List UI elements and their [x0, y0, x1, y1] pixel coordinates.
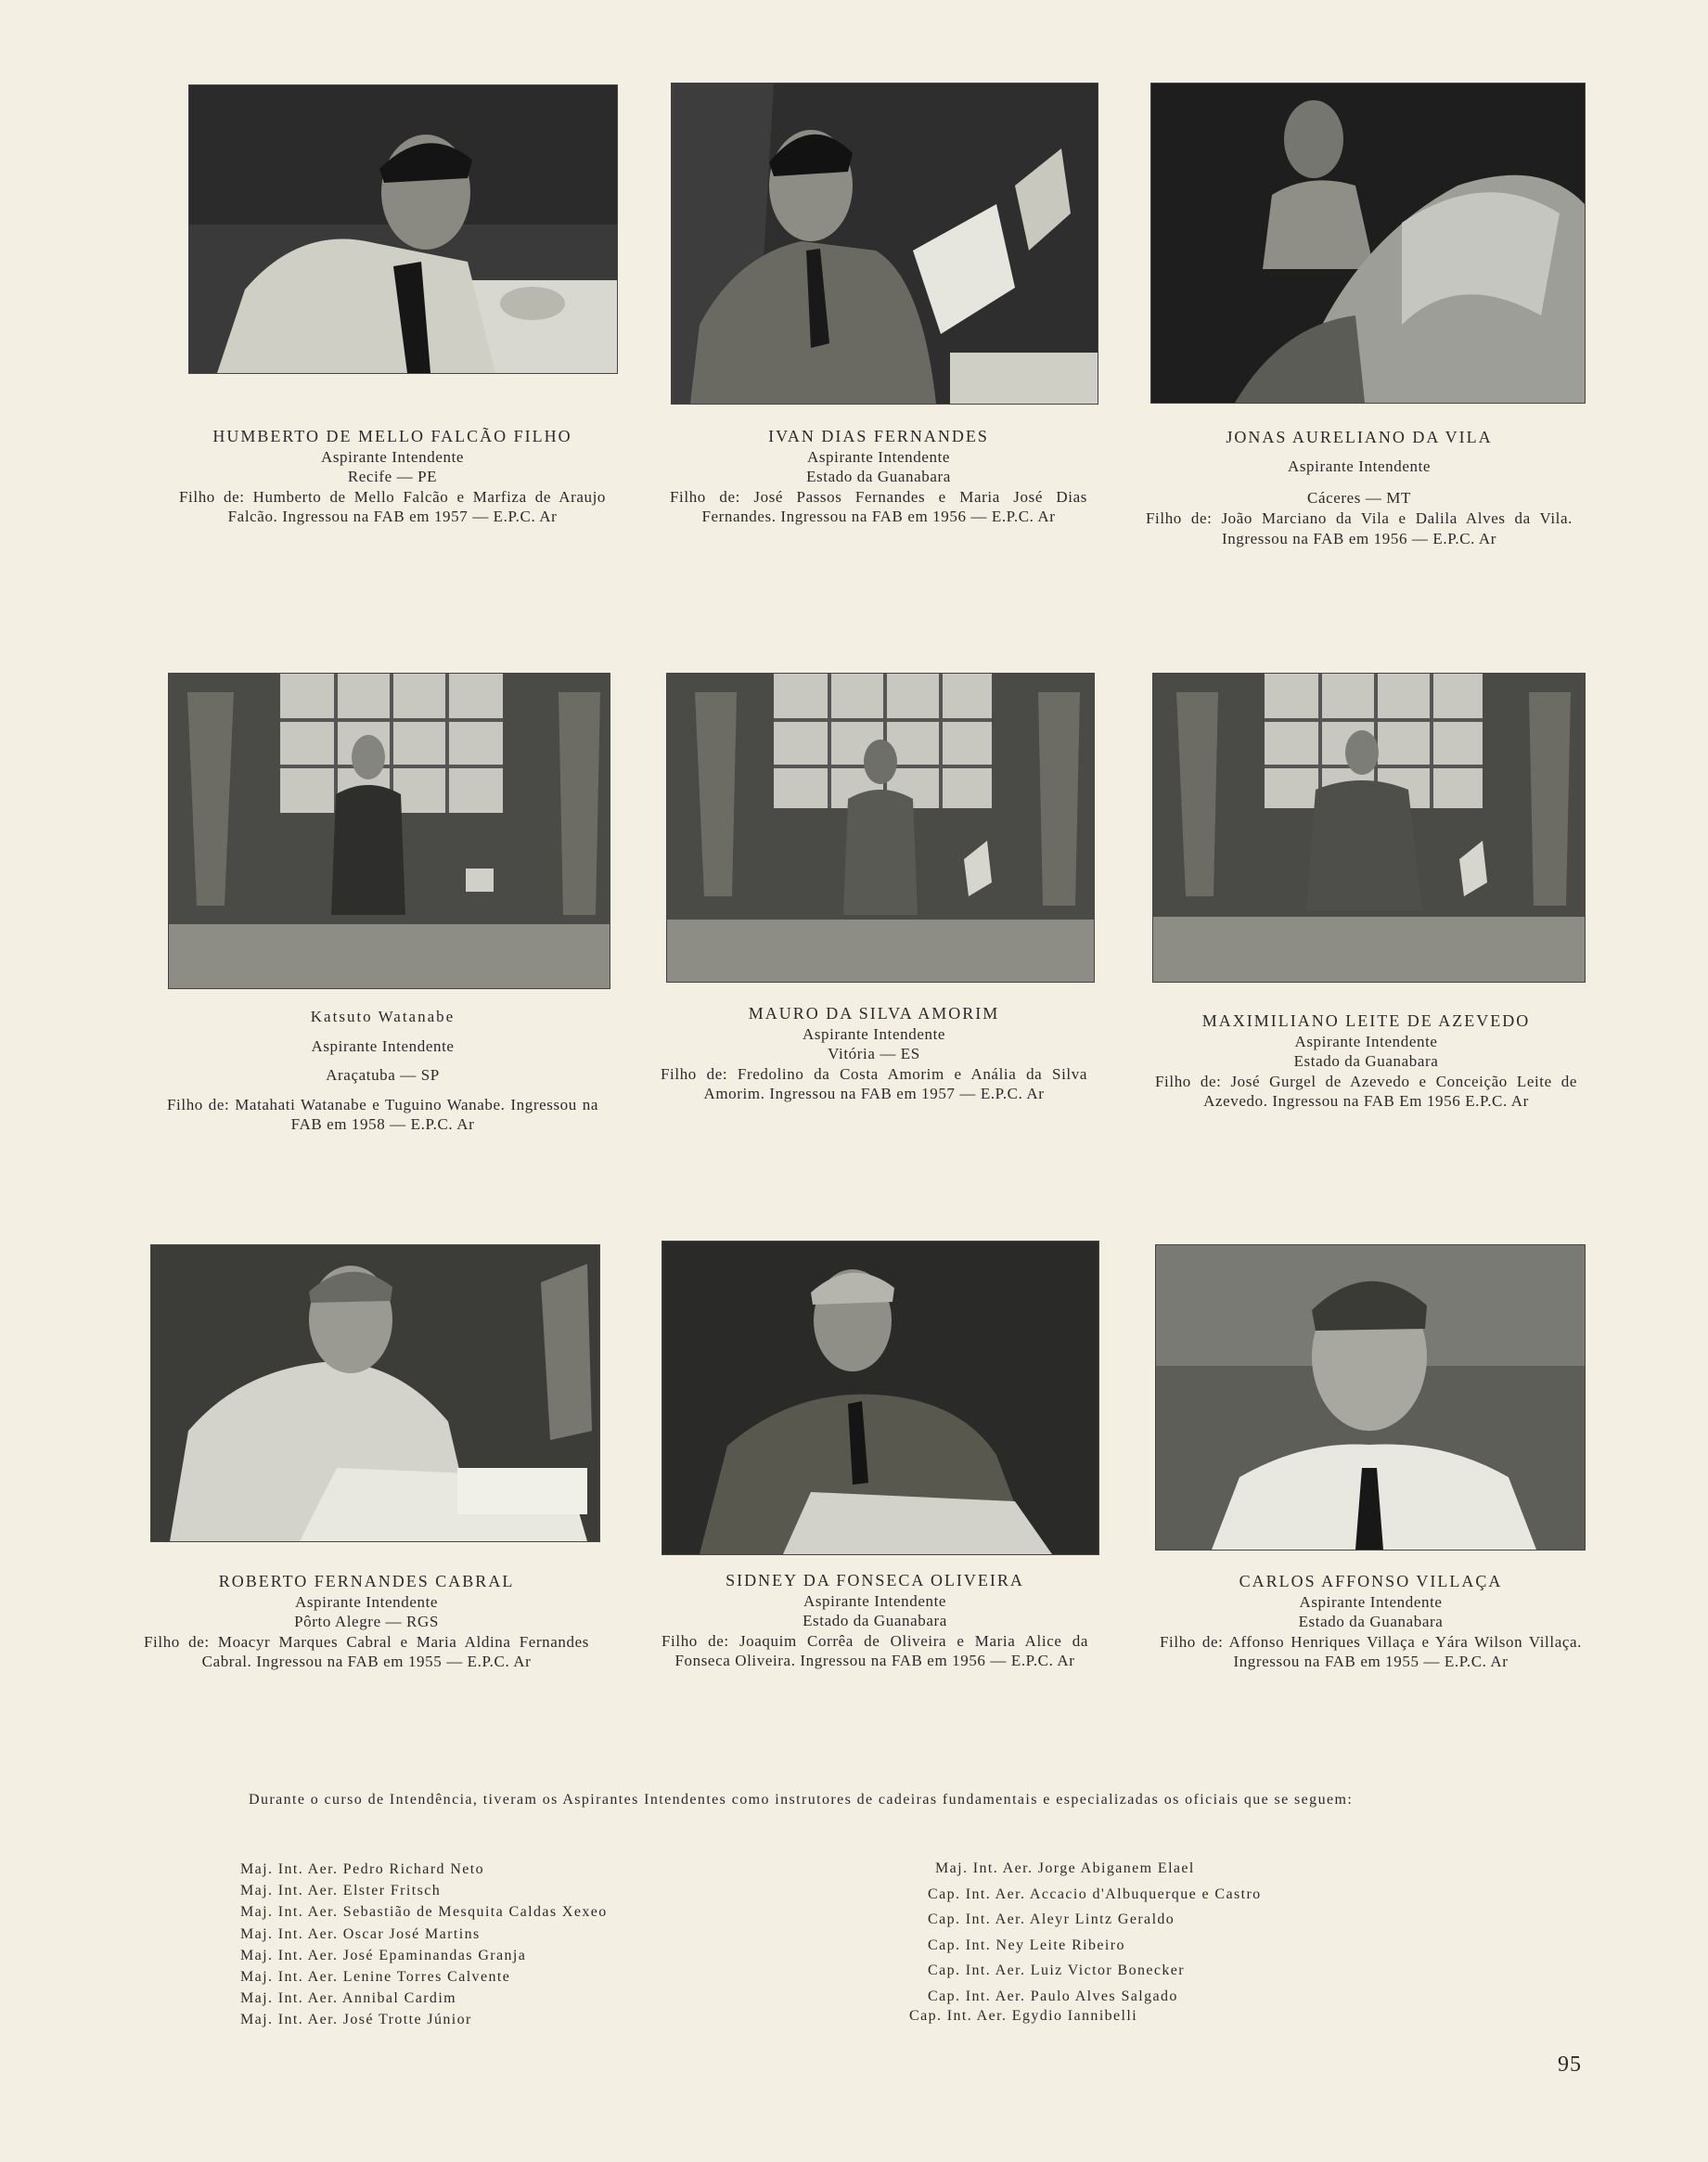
caption-cadet-6	[1155, 1011, 1577, 1112]
cadet-bio: Filho de: José Gurgel de Azevedo e Conceição Leite de Azevedo. Ingressou na FAB Em 1956 E.P.C. Ar	[1155, 1072, 1577, 1110]
list-item: Maj. Int. Aer. José Trotte Júnior	[240, 2012, 472, 2028]
list-item: Cap. Int. Aer. Aleyr Lintz Geraldo	[928, 1911, 1175, 1927]
cadet-origin: Estado da Guanabara	[1293, 1052, 1439, 1070]
cadet-name: JONAS AURELIANO DA VILA	[1226, 428, 1493, 446]
photo-cadet-2	[671, 83, 1098, 405]
caption-cadet-9	[1160, 1572, 1582, 1672]
cadet-origin: Estado da Guanabara	[803, 1612, 947, 1629]
cadet-name: MAXIMILIANO LEITE DE AZEVEDO	[1201, 1011, 1531, 1030]
cadet-rank: Aspirante Intendente	[320, 447, 465, 466]
caption-cadet-7	[144, 1572, 589, 1672]
cadet-bio: Filho de: Moacyr Marques Cabral e Maria Aldina Fernandes Cabral. Ingressou na FAB em 1955 — E.P.C. Ar	[144, 1632, 589, 1670]
cadet-rank: Aspirante Intendente	[803, 1591, 947, 1610]
list-item: Maj. Int. Aer. Annibal Cardim	[240, 1990, 457, 2007]
cadet-rank: Aspirante Intendente	[294, 1592, 439, 1611]
cadet-origin: Cáceres — MT	[1307, 489, 1411, 507]
cadet-name: ROBERTO FERNANDES CABRAL	[218, 1572, 515, 1590]
page-number: 95	[1558, 2053, 1582, 2077]
cadet-bio: Filho de: José Passos Fernandes e Maria José Dias Fernandes. Ingressou na FAB em 1956 — E.P.C. Ar	[670, 487, 1087, 525]
instructors-intro: Durante o curso de Intendência, tiveram os Aspirantes Intendentes como instrutores de cadeiras fundamentais e especializadas os oficiais que se seguem:	[249, 1792, 1354, 1808]
cadet-name: HUMBERTO DE MELLO FALCÃO FILHO	[212, 427, 572, 445]
caption-cadet-5	[661, 1004, 1087, 1104]
list-item: Maj. Int. Aer. Lenine Torres Calvente	[240, 1969, 511, 1986]
list-item: Cap. Int. Aer. Paulo Alves Salgado	[928, 1988, 1178, 2004]
photo-cadet-4	[168, 673, 610, 989]
caption-cadet-4	[167, 1007, 598, 1135]
cadet-name: IVAN DIAS FERNANDES	[768, 427, 989, 445]
cadet-name: MAURO DA SILVA AMORIM	[748, 1004, 1000, 1023]
instructors-list-left	[240, 1859, 608, 2031]
cadet-bio: Filho de: Joaquim Corrêa de Oliveira e Maria Alice da Fonseca Oliveira. Ingressou na FAB em 1956 — E.P.C. Ar	[661, 1631, 1088, 1669]
instructors-list-right	[909, 1856, 1262, 2029]
cadet-name: CARLOS AFFONSO VILLAÇA	[1239, 1572, 1503, 1590]
cadet-bio: Filho de: Fredolino da Costa Amorim e Anália da Silva Amorim. Ingressou na FAB em 1957 — E.P.C. Ar	[661, 1064, 1087, 1102]
caption-cadet-2	[670, 427, 1087, 527]
cadet-rank: Aspirante Intendente	[802, 1024, 946, 1043]
list-item: Cap. Int. Ney Leite Ribeiro	[928, 1937, 1125, 1953]
photo-cadet-1	[188, 84, 618, 374]
cadet-origin: Araçatuba — SP	[326, 1066, 440, 1084]
photo-cadet-6	[1152, 673, 1586, 983]
list-item: Maj. Int. Aer. Oscar José Martins	[240, 1925, 481, 1942]
photo-cadet-3	[1150, 83, 1586, 404]
list-item: Maj. Int. Aer. Jorge Abiganem Elael	[935, 1860, 1195, 1876]
photo-cadet-8	[661, 1241, 1099, 1555]
cadet-rank: Aspirante Intendente	[311, 1036, 455, 1055]
cadet-rank: Aspirante Intendente	[1299, 1592, 1443, 1611]
cadet-origin: Recife — PE	[347, 468, 438, 485]
cadet-origin: Estado da Guanabara	[1298, 1613, 1444, 1630]
photo-cadet-5	[666, 673, 1095, 983]
cadet-name: Katsuto Watanabe	[310, 1008, 456, 1025]
list-item: Maj. Int. Aer. Elster Fritsch	[240, 1883, 442, 1899]
caption-cadet-1	[179, 427, 606, 527]
cadet-name: SIDNEY DA FONSECA OLIVEIRA	[726, 1571, 1024, 1589]
cadet-rank: Aspirante Intendente	[1287, 457, 1432, 475]
list-item: Maj. Int. Aer. Sebastião de Mesquita Caldas Xexeo	[240, 1904, 608, 1921]
list-item: Cap. Int. Aer. Luiz Victor Bonecker	[928, 1963, 1186, 1978]
cadet-bio: Filho de: Matahati Watanabe e Tuguino Wanabe. Ingressou na FAB em 1958 — E.P.C. Ar	[167, 1095, 598, 1133]
cadet-bio: Filho de: João Marciano da Vila e Dalila Alves da Vila. Ingressou na FAB em 1956 — E.P.C. Ar	[1146, 509, 1573, 547]
photo-cadet-7	[150, 1244, 600, 1542]
cadet-bio: Filho de: Humberto de Mello Falcão e Marfiza de Araujo Falcão. Ingressou na FAB em 1957 — E.P.C. Ar	[179, 487, 606, 525]
list-item: Cap. Int. Aer. Egydio Iannibelli	[909, 2008, 1138, 2024]
list-item: Maj. Int. Aer. Pedro Richard Neto	[240, 1861, 485, 1877]
cadet-origin: Pôrto Alegre — RGS	[294, 1613, 439, 1630]
list-item: Cap. Int. Aer. Accacio d'Albuquerque e Castro	[928, 1885, 1262, 1902]
cadet-bio: Filho de: Affonso Henriques Villaça e Yára Wilson Villaça. Ingressou na FAB em 1955 — E.P.C. Ar	[1160, 1632, 1582, 1670]
caption-cadet-3	[1146, 427, 1573, 549]
cadet-rank: Aspirante Intendente	[1294, 1032, 1438, 1050]
caption-cadet-8	[661, 1571, 1088, 1671]
cadet-rank: Aspirante Intendente	[806, 447, 951, 466]
list-item: Maj. Int. Aer. José Epaminandas Granja	[240, 1947, 527, 1963]
cadet-origin: Estado da Guanabara	[806, 468, 951, 485]
photo-cadet-9	[1155, 1244, 1586, 1551]
cadet-origin: Vitória — ES	[828, 1045, 920, 1062]
